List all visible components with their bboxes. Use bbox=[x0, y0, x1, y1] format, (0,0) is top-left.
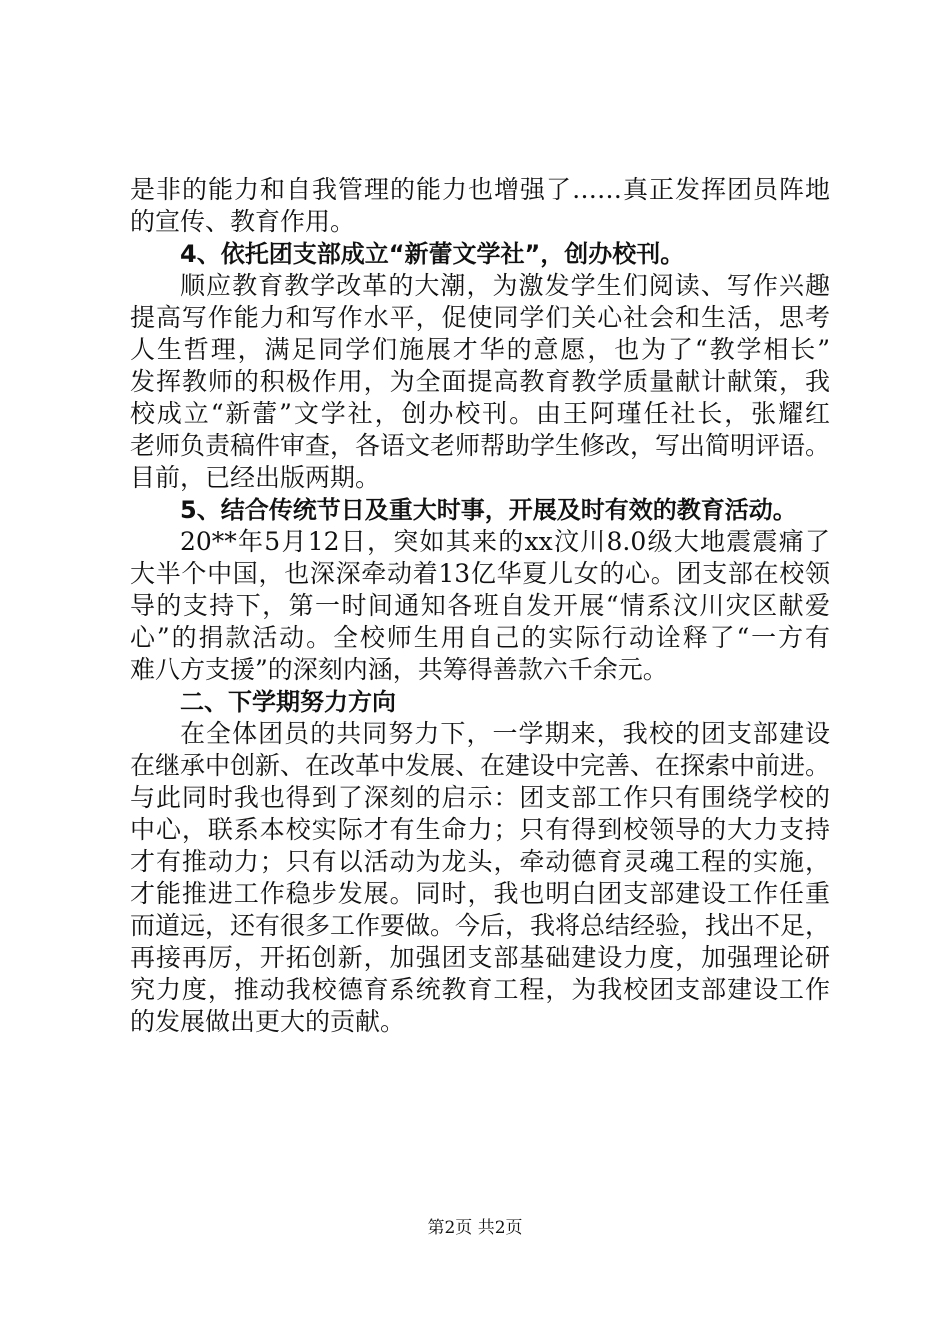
paragraph-line: 是非的能力和自我管理的能力也增强了……真正发挥团员阵地 bbox=[130, 175, 830, 204]
paragraph-line: 而道远，还有很多工作要做。今后，我将总结经验，找出不足， bbox=[130, 911, 831, 940]
paragraph-line: 在继承中创新、在改革中发展、在建设中完善、在探索中前进。 bbox=[130, 751, 831, 780]
paragraph-line: 在全体团员的共同努力下，一学期来，我校的团支部建设 bbox=[180, 719, 830, 748]
document-body bbox=[130, 174, 830, 1038]
paragraph-line: 的发展做出更大的贡献。 bbox=[130, 1007, 406, 1036]
paragraph-line: 中心，联系本校实际才有生命力；只有得到校领导的大力支持 bbox=[130, 815, 830, 844]
paragraph-line: 校成立“新蕾”文学社，创办校刊。由王阿瑾任社长，张耀红 bbox=[130, 399, 830, 428]
paragraph-line: 提高写作能力和写作水平，促使同学们关心社会和生活，思考 bbox=[130, 303, 830, 332]
paragraph-line: 导的支持下，第一时间通知各班自发开展“情系汶川灾区献爱 bbox=[130, 591, 830, 620]
paragraph-line: 难八方支援”的深刻内涵，共筹得善款六千余元。 bbox=[130, 655, 668, 684]
page-footer: 第2页 共2页 bbox=[427, 1218, 523, 1238]
paragraph-line: 的宣传、教育作用。 bbox=[130, 207, 356, 236]
paragraph-line: 顺应教育教学改革的大潮，为激发学生们阅读、写作兴趣 bbox=[180, 271, 830, 300]
paragraph-line: 才能推进工作稳步发展。同时，我也明白团支部建设工作任重 bbox=[130, 879, 830, 908]
section-heading: 4、依托团支部成立“新蕾文学社”，创办校刊。 bbox=[180, 240, 685, 268]
paragraph-line: 与此同时我也得到了深刻的启示：团支部工作只有围绕学校的 bbox=[130, 783, 830, 812]
paragraph-line: 人生哲理，满足同学们施展才华的意愿，也为了“教学相长” bbox=[130, 335, 830, 364]
paragraph-line: 心”的捐款活动。全校师生用自己的实际行动诠释了“一方有 bbox=[130, 623, 830, 652]
paragraph-line: 20**年5月12日，突如其来的xx汶川8.0级大地震震痛了 bbox=[180, 527, 830, 556]
paragraph-line: 发挥教师的积极作用，为全面提高教育教学质量献计献策，我 bbox=[130, 367, 830, 396]
section-heading: 5、结合传统节日及重大时事，开展及时有效的教育活动。 bbox=[180, 496, 797, 524]
paragraph-line: 老师负责稿件审查，各语文老师帮助学生修改，写出简明评语。 bbox=[130, 431, 831, 460]
section-heading: 二、下学期努力方向 bbox=[180, 688, 396, 716]
paragraph-line: 大半个中国，也深深牵动着13亿华夏儿女的心。团支部在校领 bbox=[130, 559, 830, 588]
paragraph-line: 目前，已经出版两期。 bbox=[130, 463, 381, 492]
paragraph-line: 才有推动力；只有以活动为龙头，牵动德育灵魂工程的实施， bbox=[130, 847, 830, 876]
paragraph-line: 究力度，推动我校德育系统教育工程，为我校团支部建设工作 bbox=[130, 975, 830, 1004]
paragraph-line: 再接再厉，开拓创新，加强团支部基础建设力度，加强理论研 bbox=[130, 943, 830, 972]
